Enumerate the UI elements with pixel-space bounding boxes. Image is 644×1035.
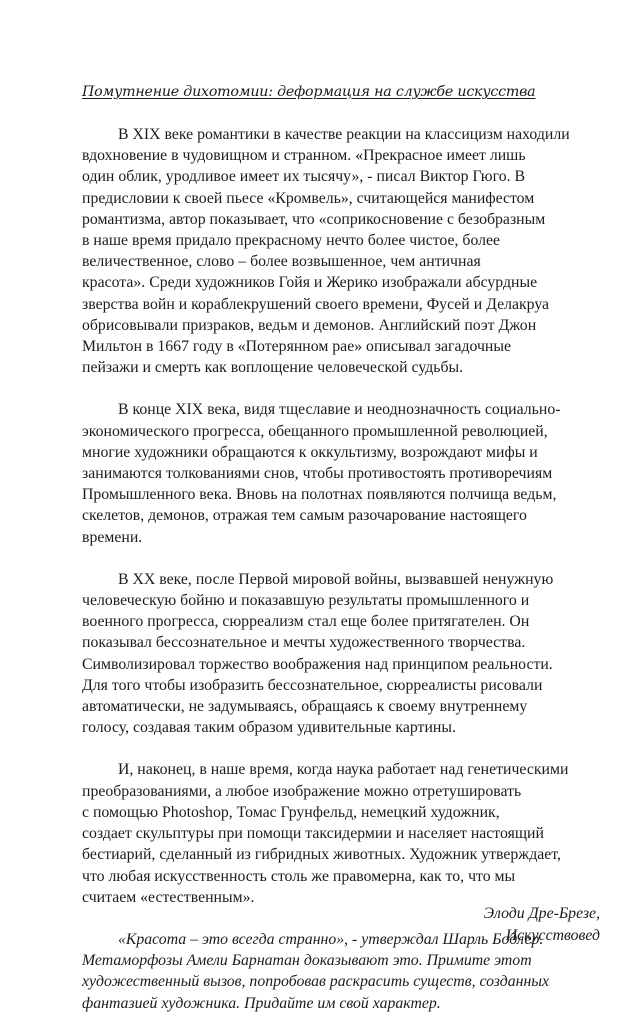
document-body: [82, 124, 578, 1035]
text-line: зверства войн и кораблекрушений своего времени, Фусей и Делакруа: [82, 295, 550, 313]
text-line: бестиарий, сделанный из гибридных животных. Художник утверждает,: [82, 846, 561, 864]
text-line: скелетов, демонов, отражая тем самым разочарование настоящего: [82, 507, 527, 525]
text-line: в наше время придало прекрасному нечто более чистое, более: [82, 232, 501, 250]
text-line: Мильтон в 1667 году в «Потерянном рае» описывал загадочные: [82, 338, 512, 356]
text-line: фантазией художника. Придайте им свой характер.: [82, 994, 441, 1012]
text-line: И, наконец, в наше время, когда наука работает над генетическими: [118, 761, 569, 779]
text-line: автоматически, не задумываясь, обращаясь к своему внутреннему: [82, 698, 528, 716]
text-line: вдохновение в чудовищном и странном. «Прекрасное имеет лишь: [82, 147, 526, 165]
text-line: Метаморфозы Амели Барнатан доказывают это. Примите этот: [82, 952, 532, 970]
text-line: с помощью Photoshop, Томас Грунфельд, немецкий художник,: [82, 803, 500, 821]
text-line: создает скульптуры при помощи таксидермии и населяет настоящий: [82, 825, 544, 843]
text-line: Символизировал торжество воображения над принципом реальности.: [82, 655, 553, 673]
text-line: времени.: [82, 528, 143, 546]
text-line: военного прогресса, сюрреализм стал еще более притягателен. Он: [82, 613, 530, 631]
author-name: Элоди Дре-Брезе,: [483, 905, 600, 922]
text-line: голосу, создавая таким образом удивительные картины.: [82, 719, 456, 737]
paragraph-modern-time: [82, 759, 578, 907]
text-line: предисловии к своей пьесе «Кромвель», считающейся манифестом: [82, 189, 535, 207]
text-line: показывал бессознательное и мечты художественного творчества.: [82, 634, 526, 652]
text-line: обрисовывали призраков, ведьм и демонов. Английский поэт Джон: [82, 316, 537, 334]
text-line: В XX веке, после Первой мировой войны, вызвавшей ненужную: [118, 570, 554, 588]
text-line: романтизма, автор показывает, что «соприкосновение с безобразным: [82, 210, 546, 228]
text-line: величественное, слово – более возвышенное, чем античная: [82, 253, 481, 271]
text-line: один облик, уродливое имеет их тысячу», - писал Виктор Гюго. В: [82, 168, 526, 186]
author-signature: [484, 903, 600, 946]
text-line: В конце XIX века, видя тщеславие и неоднозначность социально-: [118, 401, 561, 419]
text-line: В XIX веке романтики в качестве реакции на классицизм находили: [118, 126, 570, 143]
paragraph-late-19th-century: [82, 399, 578, 547]
paragraph-surrealism: [82, 569, 578, 739]
text-line: «Красота – это всегда странно», - утверждал Шарль Бодлер.: [118, 930, 544, 948]
text-line: Для того чтобы изобразить бессознательное, сюрреалисты рисовали: [82, 676, 543, 694]
text-line: многие художники обращаются к оккультизму, возрождают мифы и: [82, 443, 538, 461]
text-line: экономического прогресса, обещанного промышленной революцией,: [82, 422, 548, 440]
text-line: занимаются толкованиями снов, чтобы противостоять противоречиям: [82, 465, 553, 483]
text-line: пейзажи и смерть как воплощение человеческой судьбы.: [82, 359, 464, 377]
text-line: художественный вызов, попробовав раскрасить существ, созданных: [82, 973, 550, 991]
author-role: Искусствовед: [505, 926, 600, 944]
paragraph-romanticism: [82, 124, 578, 378]
text-line: преобразованиями, а любое изображение можно отретушировать: [82, 782, 522, 800]
text-line: красота». Среди художников Гойя и Жерико изображали абсурдные: [82, 274, 538, 292]
section-heading: Помутнение дихотомии: деформация на службе искусства: [82, 84, 536, 100]
text-line: считаем «естественным».: [82, 888, 255, 906]
text-line: что любая искусственность столь же правомерна, как то, что мы: [82, 867, 516, 885]
text-line: Промышленного века. Вновь на полотнах появляются полчища ведьм,: [82, 486, 557, 504]
text-line: человеческую бойню и показавшую результаты промышленного и: [82, 592, 530, 610]
